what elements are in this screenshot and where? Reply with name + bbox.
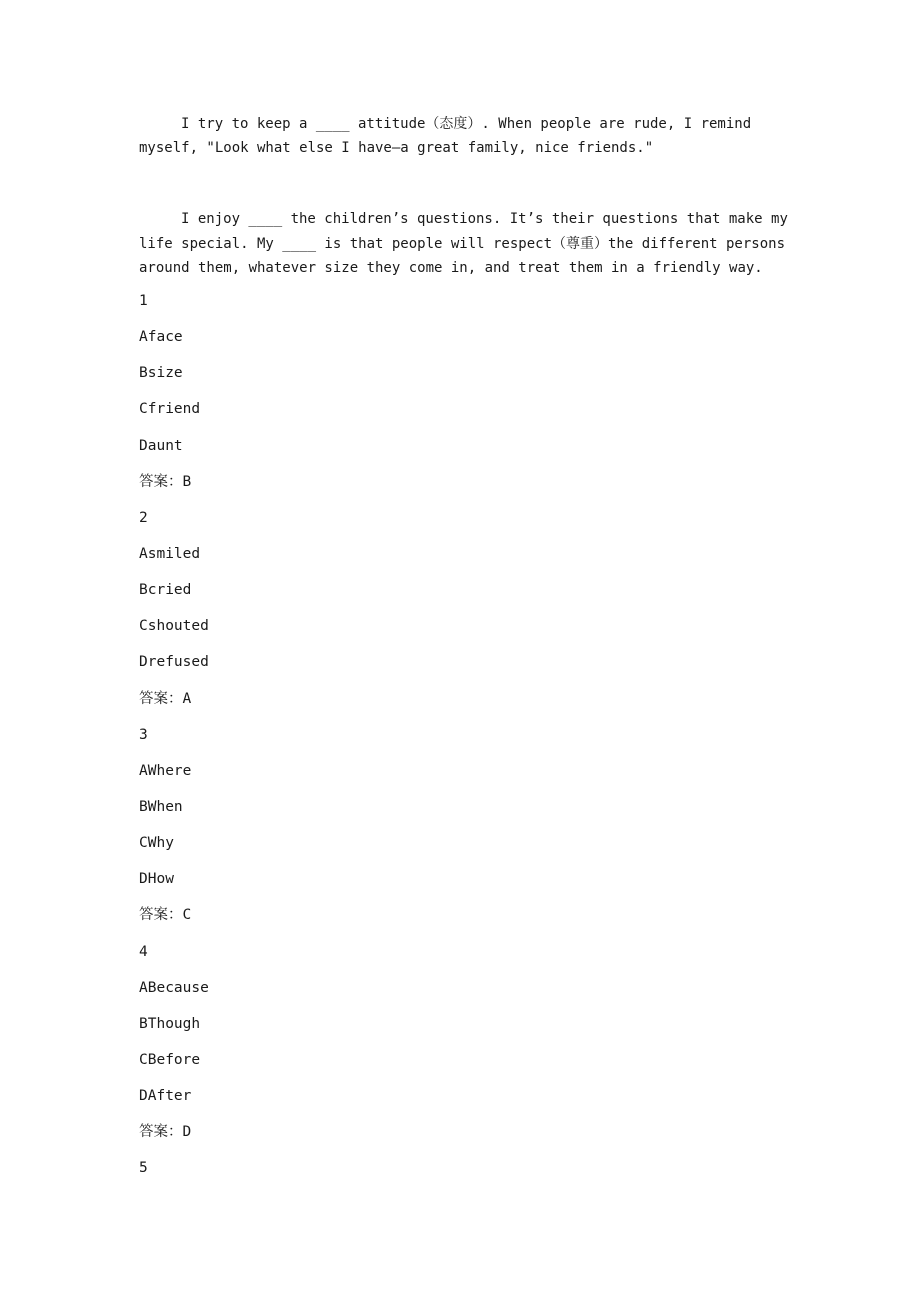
option-b: Bsize xyxy=(139,365,183,382)
question-2 xyxy=(139,508,801,709)
option-d: DHow xyxy=(139,871,174,888)
option-c: Cshouted xyxy=(139,618,209,635)
passage-paragraph-2: I enjoy ____ the children’s questions. It’s their questions that make my life special. My ____ is that people will respect（尊重）the different persons around them, whatever size they come in, and treat them in a friendly way. xyxy=(139,211,788,276)
question-number: 1 xyxy=(139,293,148,310)
option-a: AWhere xyxy=(139,762,192,779)
option-d: Drefused xyxy=(139,654,209,671)
question-3 xyxy=(139,725,801,926)
answer-line: 答案：C xyxy=(139,907,192,924)
question-number: 2 xyxy=(139,509,148,526)
option-a: Asmiled xyxy=(139,546,201,562)
option-d: DAfter xyxy=(139,1088,192,1105)
question-5 xyxy=(139,1158,801,1178)
question-number: 4 xyxy=(139,943,148,960)
option-b: Bcried xyxy=(139,582,192,599)
answer-line: 答案：D xyxy=(139,1124,192,1141)
question-4 xyxy=(139,942,801,1143)
answer-line: 答案：A xyxy=(139,690,192,707)
passage-paragraph-1: I try to keep a ____ attitude（态度）. When people are rude, I remind myself, "Look what else I have—a great family, nice friends." xyxy=(139,116,752,157)
document-page xyxy=(139,112,801,1195)
option-a: Aface xyxy=(139,329,183,346)
option-a: ABecause xyxy=(139,979,209,996)
question-number: 3 xyxy=(139,726,148,743)
option-c: Cfriend xyxy=(139,401,201,418)
option-d: Daunt xyxy=(139,437,183,454)
question-number: 5 xyxy=(139,1160,148,1177)
question-1 xyxy=(139,291,801,492)
option-b: BThough xyxy=(139,1015,201,1032)
option-c: CBefore xyxy=(139,1051,201,1068)
option-c: CWhy xyxy=(139,835,174,852)
answer-line: 答案：B xyxy=(139,473,192,490)
option-b: BWhen xyxy=(139,798,183,815)
